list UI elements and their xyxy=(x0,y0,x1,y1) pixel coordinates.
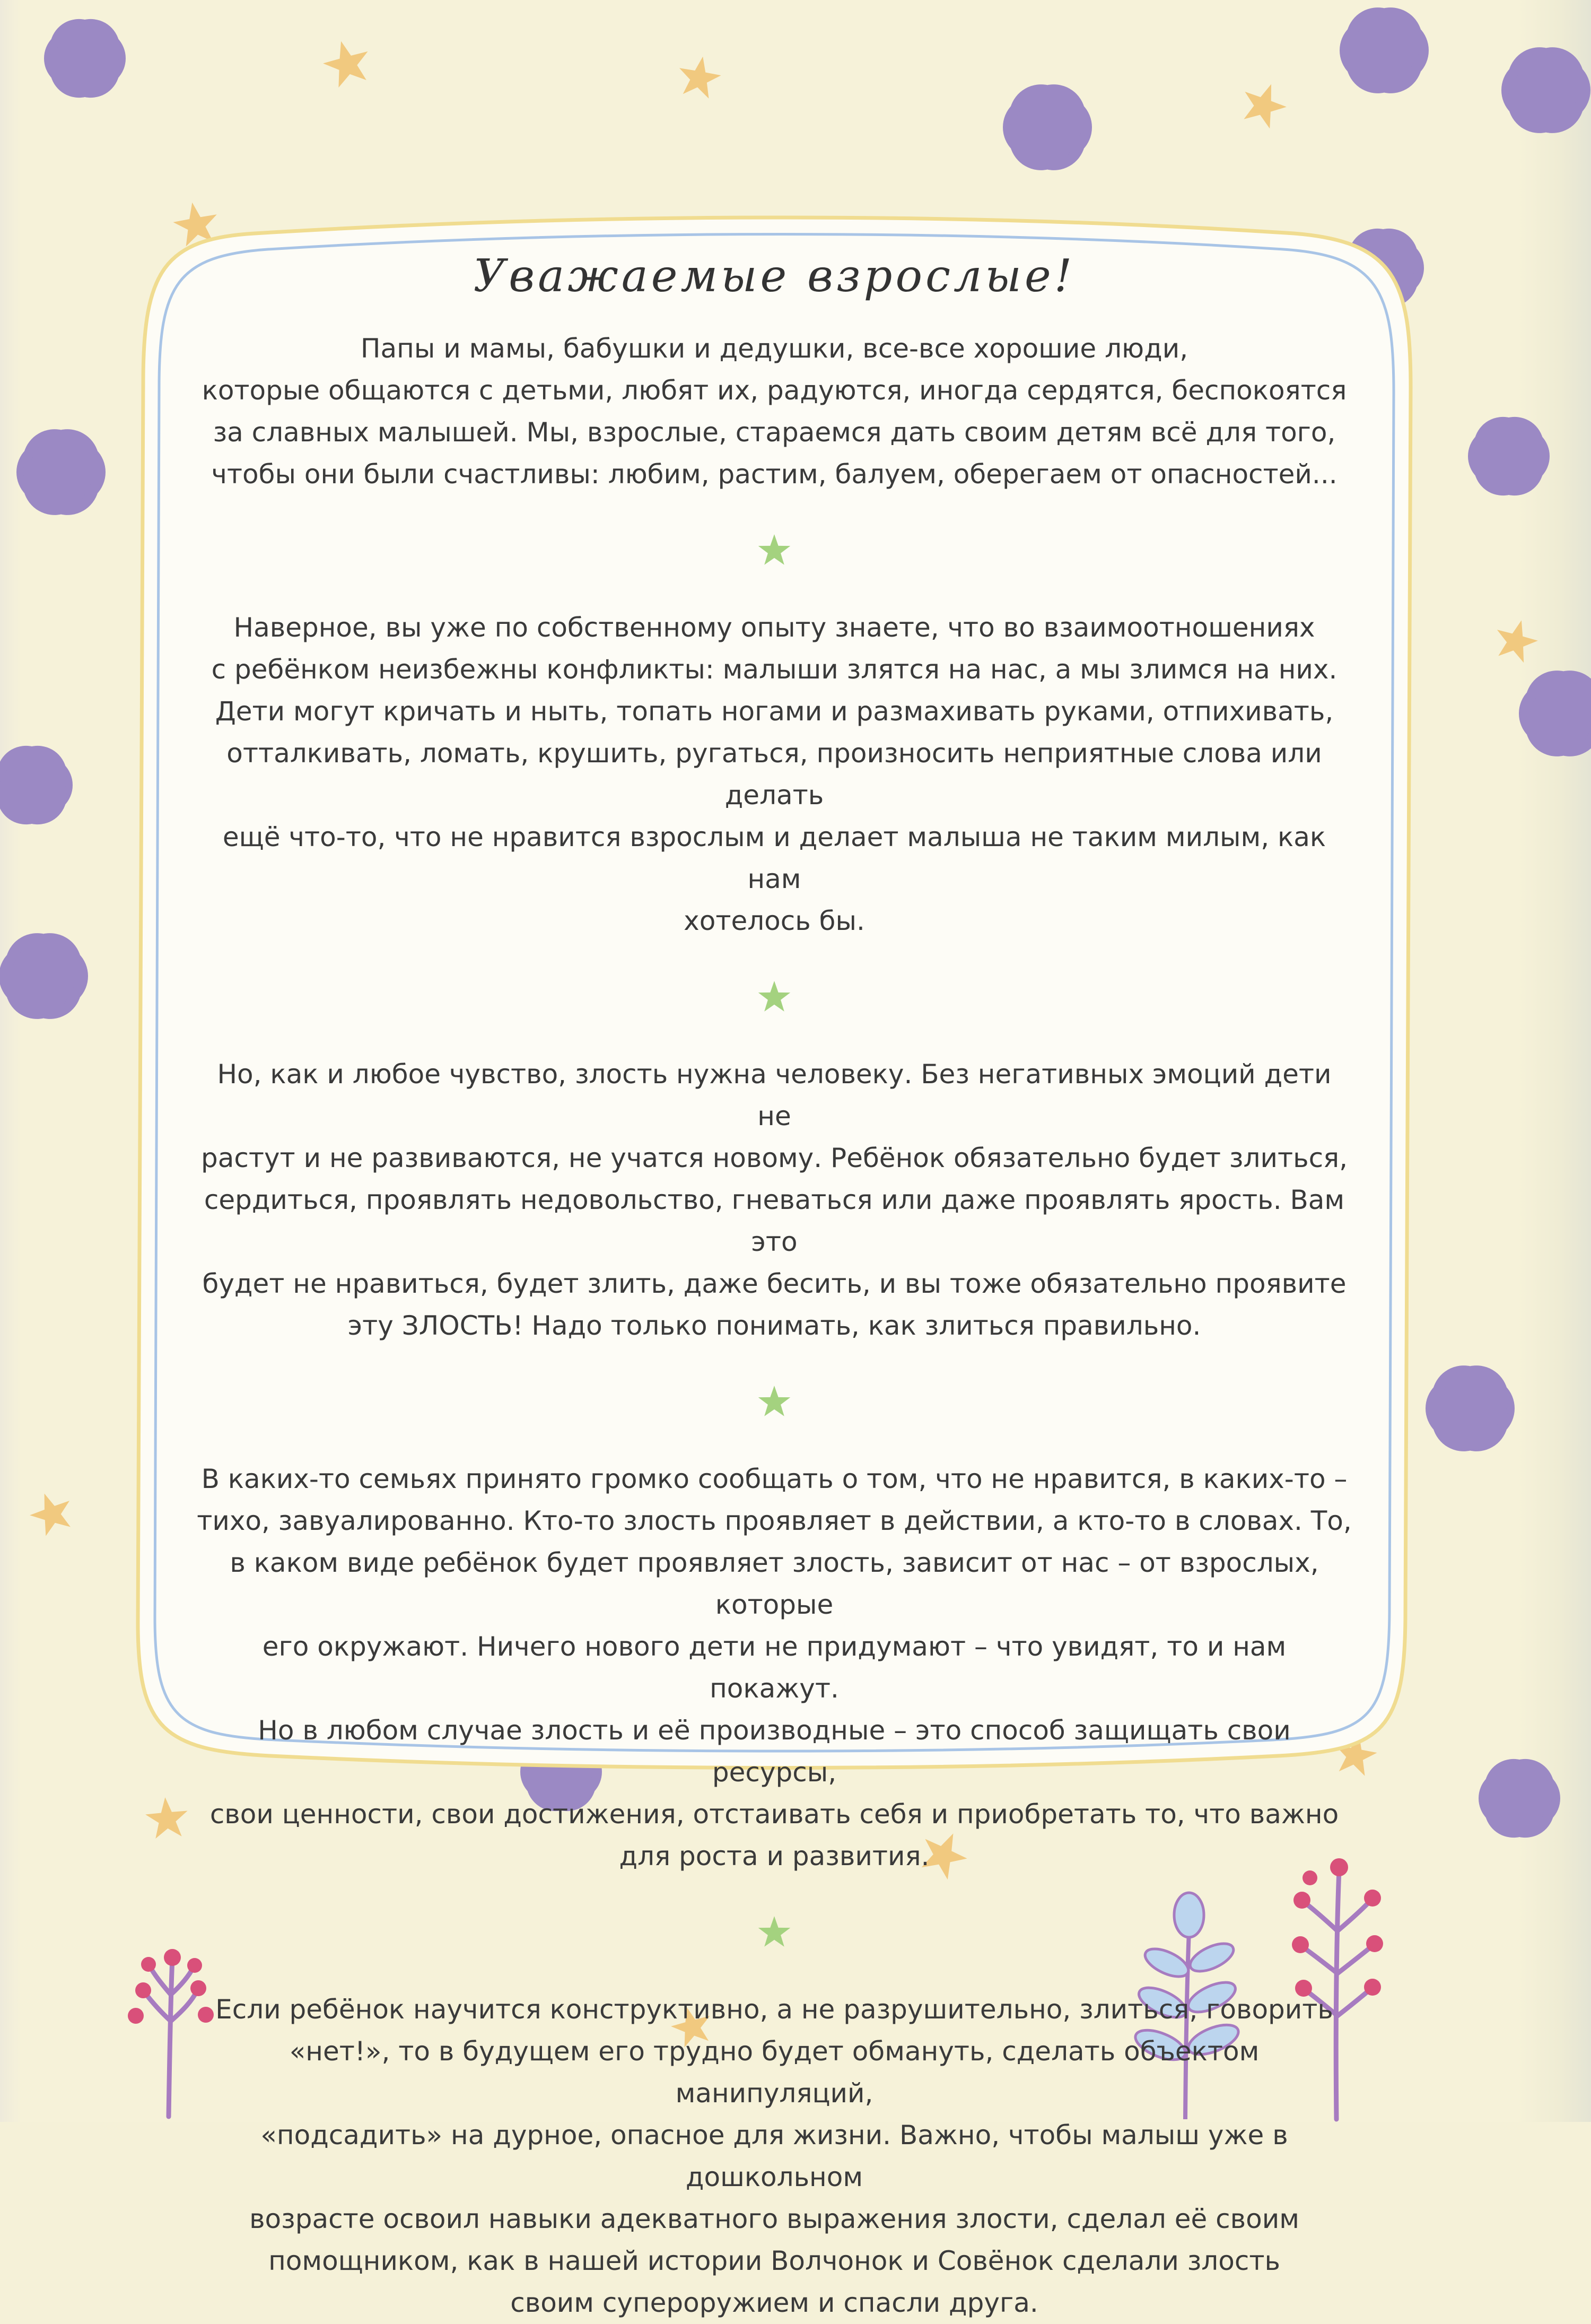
text-line: сердиться, проявлять недовольство, гневаться или даже проявлять ярость. Вам это xyxy=(204,1185,1345,1257)
separator xyxy=(175,1877,1374,1989)
page-title: Уважаемые взрослые! xyxy=(473,250,1076,302)
lilac-sparkle-icon xyxy=(1551,702,1576,725)
text-line: в каком виде ребёнок будет проявляет злость, зависит от нас – от взрослых, которые xyxy=(230,1547,1319,1620)
yellow-star-icon xyxy=(24,1486,78,1539)
lilac-sparkle-icon xyxy=(20,775,43,795)
text-line: В каких-то семьях принято громко сообщать о том, что не нравится, в каких-то – xyxy=(201,1464,1348,1494)
yellow-star-icon xyxy=(1236,76,1292,131)
lilac-sparkle-icon xyxy=(1457,1397,1483,1420)
text-line: отталкивать, ломать, крушить, ругаться, произносить неприятные слова или делать xyxy=(226,738,1322,811)
text-line: хотелось бы. xyxy=(684,906,865,936)
text-line: с ребёнком неизбежны конфликты: малыши злятся на нас, а мы злимся на них. xyxy=(211,654,1338,685)
yellow-star-icon xyxy=(319,35,375,90)
text-line: своим супероружием и спасли друга. xyxy=(510,2287,1038,2318)
green-star-icon xyxy=(756,1914,793,1952)
text-line: Если ребёнок научится конструктивно, а не разрушительно, злиться, говорить xyxy=(215,1994,1333,2025)
lilac-sparkle-icon xyxy=(1508,1788,1531,1808)
text-line: Папы и мамы, бабушки и дедушки, все-все хорошие люди, xyxy=(360,333,1188,364)
paragraph-2 xyxy=(196,607,1352,942)
text-line: Наверное, вы уже по собственному опыту знаете, что во взаимоотношениях xyxy=(233,612,1315,643)
text-line: помощником, как в нашей истории Волчонок и Совёнок сделали злость xyxy=(268,2245,1280,2276)
green-star-icon xyxy=(756,1384,793,1421)
green-star-icon xyxy=(756,533,793,570)
text-line: «подсадить» на дурное, опасное для жизни. Важно, чтобы малыш уже в дошкольном xyxy=(260,2120,1288,2192)
paragraph-4 xyxy=(196,1458,1352,1877)
lilac-sparkle-icon xyxy=(1497,446,1520,466)
yellow-star-icon xyxy=(144,1796,190,1840)
paragraph-5 xyxy=(196,1989,1352,2324)
text-line: «нет!», то в будущем его трудно будет обмануть, сделать объектом манипуляций, xyxy=(289,2036,1260,2109)
text-line: растут и не развиваются, не учатся новому. Ребёнок обязательно будет злиться, xyxy=(200,1143,1348,1173)
text-line: Дети могут кричать и ныть, топать ногами и размахивать руками, отпихивать, xyxy=(215,696,1334,727)
lilac-sparkle-icon xyxy=(1035,116,1060,138)
paragraph-1 xyxy=(196,328,1352,495)
text-line: за славных малышей. Мы, взрослые, стараемся дать своим детям всё для того, xyxy=(213,417,1336,448)
separator xyxy=(175,1347,1374,1458)
paragraph-3 xyxy=(196,1054,1352,1347)
lilac-sparkle-icon xyxy=(73,48,97,68)
text-line: Но, как и любое чувство, злость нужна человеку. Без негативных эмоций дети не xyxy=(217,1059,1332,1131)
text-line: ещё что-то, что не нравится взрослым и делает малыша не таким милым, как нам xyxy=(222,822,1326,894)
text-line: эту ЗЛОСТЬ! Надо только понимать, как злиться правильно. xyxy=(347,1310,1201,1341)
text-line: будет не нравиться, будет злить, даже бесить, и вы тоже обязательно проявите xyxy=(202,1268,1347,1299)
lilac-sparkle-icon xyxy=(31,965,56,987)
text-line: Но в любом случае злость и её производные – это способ защищать свои ресурсы, xyxy=(258,1715,1291,1788)
lilac-sparkle-icon xyxy=(1533,79,1559,101)
text-line: для роста и развития. xyxy=(619,1841,930,1872)
separator xyxy=(175,495,1374,607)
text-line: возрасте освоил навыки адекватного выражения злости, сделал её своим xyxy=(249,2204,1299,2234)
yellow-star-icon xyxy=(675,53,724,100)
separator xyxy=(175,942,1374,1054)
yellow-star-icon xyxy=(1491,615,1542,665)
lilac-sparkle-icon xyxy=(48,461,74,483)
article xyxy=(175,228,1374,2318)
green-star-icon xyxy=(756,979,793,1016)
text-line: тихо, завуалированно. Кто-то злость проявляет в действии, а кто-то в словах. То, xyxy=(197,1505,1352,1536)
text-line: его окружают. Ничего нового дети не придумают – что увидят, то и нам покажут. xyxy=(262,1631,1287,1704)
text-line: свои ценности, свои достижения, отстаивать себя и приобретать то, что важно xyxy=(209,1799,1339,1830)
text-line: чтобы они были счастливы: любим, растим, балуем, оберегаем от опасностей... xyxy=(211,459,1338,490)
text-line: которые общаются с детьми, любят их, радуются, иногда сердятся, беспокоятся xyxy=(202,375,1347,406)
lilac-sparkle-icon xyxy=(1371,39,1397,62)
